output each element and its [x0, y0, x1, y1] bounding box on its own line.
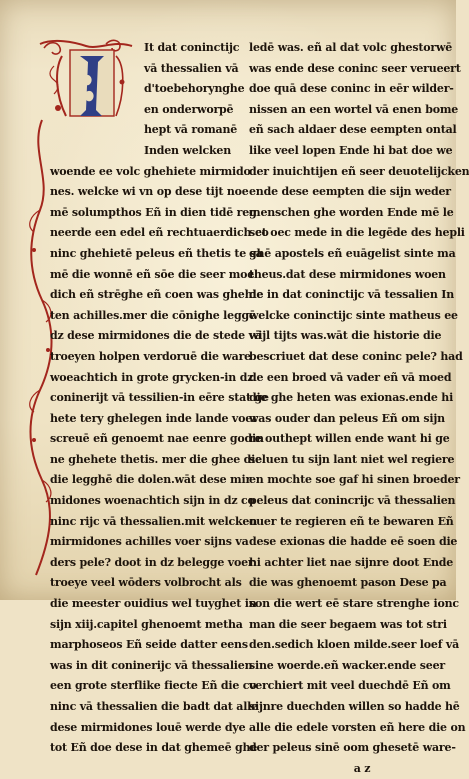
text-line: was ende dese coninc seer verueert [249, 61, 461, 75]
right-text-column [249, 38, 469, 779]
text-line: ende dese eempten die sijn weder [249, 185, 451, 199]
text-line: alle die edele vorsten eñ here die on [249, 720, 466, 734]
text-line: die was ghenoemt pason Dese pa [249, 576, 447, 590]
text-line: coninerijt vā tessilien-in eēre stat ge [50, 391, 269, 405]
text-line: set oec mede in die legēde des hepli [249, 226, 465, 240]
text-line: ninc ghehietē peleus eñ thetis te sa [50, 246, 263, 260]
text-line: en onderworpē [144, 102, 234, 116]
text-line: sijnre duechden willen so hadde hē [249, 700, 460, 713]
left-text-column [50, 38, 269, 759]
text-line: like veel lopen Ende hi bat doe we [249, 143, 453, 157]
text-line: en mochte soe gaf hi sinen broeder [249, 473, 460, 487]
text-line: die meester ouidius wel tuyghet in [50, 597, 257, 611]
text-line: mē solumpthos Eñ in dien tidē reg [50, 205, 257, 219]
text-line: ne ghehete thetis. mer die ghee die [50, 452, 262, 466]
text-line: bescriuet dat dese coninc pele? had [249, 349, 463, 363]
text-line: eñ sach aldaer dese eempten ontal [249, 123, 457, 137]
text-line: der peleus sinē oom ghesetē ware- [249, 741, 456, 755]
text-line: een grote sterflike fiecte Eñ die co [50, 679, 257, 693]
text-line: hi achter liet nae sijnre doot Ende [249, 555, 454, 569]
text-line: woeachtich in grote grycken-in dz [50, 370, 254, 384]
text-line: It dat coninctijc [144, 41, 240, 54]
text-line: mirmidones achilles voer sijns va [50, 535, 249, 549]
text-line: troeye veel wōders volbrocht als [50, 576, 242, 590]
text-line: marphoseos Eñ seide datter eens [50, 638, 248, 652]
text-line: vā thessalien vā [144, 61, 239, 75]
text-line: midones woenachtich sijn in dz co [50, 494, 255, 508]
text-line: ghē apostels eñ euāgelist sinte ma [249, 246, 456, 260]
text-line: seluen tu sijn lant niet wel regiere [249, 452, 455, 466]
text-line: de een broed vā vader eñ vā moed [249, 370, 452, 384]
text-line: nes. welcke wi vn op dese tijt noe [50, 185, 249, 199]
text-line: peleus dat conincrijc vā thessalien [249, 494, 456, 508]
text-line: was in dit coninerijc vā thessalien [50, 658, 253, 672]
text-line: tot Eñ doe dese in dat ghemeē ghe [50, 741, 258, 755]
text-line: der inuichtijen eñ seer deuotelijcken [249, 164, 469, 178]
text-line: sine woerde.eñ wacker.ende seer [249, 658, 445, 672]
text-line: ders pele? doot in dz belegge voer [50, 555, 254, 569]
text-line: woende ee volc ghehiete mirmido [50, 164, 251, 178]
text-line: hept vā romanē [144, 123, 238, 137]
text-line: de in dat coninctijc vā tessalien In [249, 288, 454, 302]
text-line: dese exionas die hadde eē soen die [249, 535, 458, 549]
text-line: screuē eñ genoemt nae eenre godin [50, 432, 264, 446]
text-line: ninc rijc vā thessalien.mit welcken [50, 514, 257, 528]
text-line: die ghe heten was exionas.ende hi [249, 391, 454, 405]
text-line: troeyen holpen verdoruē die ware [50, 349, 251, 363]
text-line: verchiert mit veel duechdē Eñ om [249, 679, 451, 693]
text-line: son die wert eē stare strenghe ionc [249, 597, 459, 611]
text-line: ten achilles.mer die cōnighe leggē [50, 308, 256, 322]
text-line: man die seer begaem was tot stri [249, 617, 447, 631]
text-line: d'toebehorynghe [144, 82, 245, 96]
text-line: ninc vā thessalien die badt dat alle [50, 700, 258, 713]
text-line: sijn xiij.capitel ghenoemt metha [50, 617, 243, 631]
text-line: welcke coninctijc sinte matheus ee [249, 308, 458, 322]
text-line: theus.dat dese mirmidones woen [249, 267, 446, 281]
text-line: neerde een edel eñ rechtuaerdich co [50, 226, 269, 240]
signature-mark: a z [353, 761, 371, 775]
text-line: Inden welcken [144, 143, 232, 157]
text-line: nissen an een wortel vā enen bome [249, 102, 459, 116]
text-line: ledē was. eñ al dat volc ghestorwē [249, 41, 453, 54]
text-line: dich eñ strēghe eñ coen was ghehie [50, 288, 264, 302]
text-line: die legghē die dolen.wāt dese mir [50, 473, 252, 487]
text-line: mē die wonnē eñ sōe die seer moe [50, 267, 255, 281]
text-line: ouer te regieren eñ te bewaren Eñ [249, 514, 454, 528]
text-line: den.sedich kloen milde.seer loef vā [249, 638, 459, 652]
text-line: was ouder dan peleus Eñ om sijn [249, 411, 445, 425]
text-line: menschen ghe worden Ende mē le [249, 205, 454, 219]
text-line: hete tery ghelegen inde lande voer [50, 411, 258, 425]
text-line: re outhept willen ende want hi ge [249, 432, 450, 446]
text-line: dz dese mirmidones die de stede vā [50, 329, 262, 343]
text-line: dese mirmidones louē werde dye [50, 720, 246, 734]
text-line: wijl tijts was.wāt die historie die [249, 329, 442, 343]
text-line: doe quā dese coninc in eēr wilder- [249, 82, 454, 96]
